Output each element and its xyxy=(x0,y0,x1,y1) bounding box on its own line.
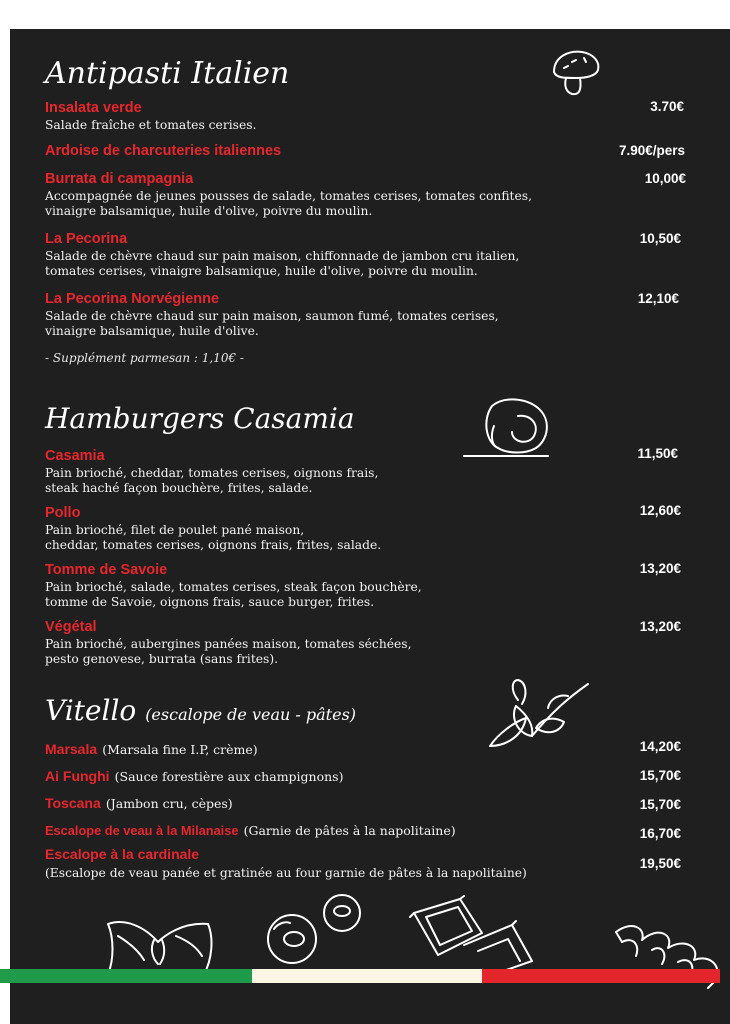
item-price-vegetal: 13,20€ xyxy=(639,619,681,634)
item-price-toscana: 15,70€ xyxy=(639,797,681,812)
item-price-marsala: 14,20€ xyxy=(639,739,681,754)
item-price-casamia: 11,50€ xyxy=(637,446,678,461)
item-desc-burrata: Accompagnée de jeunes pousses de salade, tomates cerises, tomates confites, vinaigre balsamique, huile d'olive, poivre du moulin. xyxy=(45,189,532,218)
mushroom-icon xyxy=(550,48,602,96)
ravioli-icon xyxy=(408,895,540,975)
item-name-ardoise-charcuteries: Ardoise de charcuteries italiennes xyxy=(45,143,282,159)
item-name-la-pecorina: La Pecorina xyxy=(45,231,128,247)
item-desc-casamia: Pain brioché, cheddar, tomates cerises, oignons frais, steak haché façon bouchère, frites, salade. xyxy=(45,466,379,495)
tortellini-icon xyxy=(258,893,366,963)
item-desc-vegetal: Pain brioché, aubergines panées maison, tomates séchées, pesto genovese, burrata (sans frites). xyxy=(45,637,412,666)
item-name-burrata: Burrata di campagnia xyxy=(45,171,194,187)
flag-stripe-red xyxy=(482,969,720,983)
item-price-cardinale: 19,50€ xyxy=(639,856,681,871)
item-name-marsala: Marsala xyxy=(45,741,98,757)
item-price-burrata: 10,00€ xyxy=(644,171,686,186)
item-name-toscana: Toscana xyxy=(45,795,101,811)
item-name-vegetal: Végétal xyxy=(45,619,97,635)
item-name-cardinale: Escalope à la cardinale xyxy=(45,846,200,862)
item-name-casamia: Casamia xyxy=(45,448,105,464)
item-desc-tomme-de-savoie: Pain brioché, salade, tomates cerises, steak façon bouchère, tomme de Savoie, oignons frais, sauce burger, frites. xyxy=(45,580,422,609)
item-desc-ai-funghi: (Sauce forestière aux champignons) xyxy=(114,769,344,784)
menu-row-toscana xyxy=(45,793,233,812)
item-desc-cardinale: (Escalope de veau panée et gratinée au four garnie de pâtes à la napolitaine) xyxy=(45,866,527,880)
item-name-ai-funghi: Ai Funghi xyxy=(45,768,110,784)
menu-row-marsala xyxy=(45,739,258,758)
item-price-pecorina-norvegienne: 12,10€ xyxy=(637,291,679,306)
item-desc-marsala: (Marsala fine I.P, crème) xyxy=(102,742,258,757)
item-name-tomme-de-savoie: Tomme de Savoie xyxy=(45,562,168,578)
item-price-pollo: 12,60€ xyxy=(639,503,681,518)
section-title-hamburgers: Hamburgers Casamia xyxy=(45,402,355,435)
item-price-insalata-verde: 3.70€ xyxy=(650,99,684,114)
item-name-insalata-verde: Insalata verde xyxy=(45,100,142,116)
item-price-la-pecorina: 10,50€ xyxy=(639,231,681,246)
section-title-antipasti: Antipasti Italien xyxy=(45,56,290,91)
section-title-vitello-main: Vitello xyxy=(45,694,137,727)
item-price-ardoise-charcuteries: 7.90€/pers xyxy=(618,143,685,158)
farfalle-icon xyxy=(104,916,220,976)
menu-row-ai-funghi xyxy=(45,766,343,785)
item-price-milanaise: 16,70€ xyxy=(639,826,681,841)
item-price-ai-funghi: 15,70€ xyxy=(639,768,681,783)
section-subtitle-vitello: (escalope de veau - pâtes) xyxy=(145,705,357,724)
flag-stripe-white xyxy=(252,969,482,983)
mozzarella-icon xyxy=(464,396,556,462)
item-name-milanaise: Escalope de veau à la Milanaise xyxy=(45,823,239,838)
section-title-vitello xyxy=(45,694,356,727)
item-desc-pecorina-norvegienne: Salade de chèvre chaud sur pain maison, saumon fumé, tomates cerises, vinaigre balsamique, huile d'olive. xyxy=(45,309,499,338)
item-desc-la-pecorina: Salade de chèvre chaud sur pain maison, chiffonnade de jambon cru italien, tomates cerises, vinaigre balsamique, huile d'olive, poivre du moulin. xyxy=(45,249,520,278)
item-desc-milanaise: (Garnie de pâtes à la napolitaine) xyxy=(243,823,456,838)
item-desc-toscana: (Jambon cru, cèpes) xyxy=(105,796,233,811)
item-desc-pollo: Pain brioché, filet de poulet pané maison, cheddar, tomates cerises, oignons frais, frites, salade. xyxy=(45,523,382,552)
basil-icon xyxy=(488,678,592,752)
menu-row-milanaise xyxy=(45,820,456,839)
item-name-pecorina-norvegienne: La Pecorina Norvégienne xyxy=(45,291,220,307)
flag-stripe-green xyxy=(0,969,252,983)
item-name-pollo: Pollo xyxy=(45,505,81,521)
parmesan-supplement-note: - Supplément parmesan : 1,10€ - xyxy=(45,351,244,365)
item-desc-insalata-verde: Salade fraîche et tomates cerises. xyxy=(45,118,257,132)
item-price-tomme-de-savoie: 13,20€ xyxy=(639,561,681,576)
